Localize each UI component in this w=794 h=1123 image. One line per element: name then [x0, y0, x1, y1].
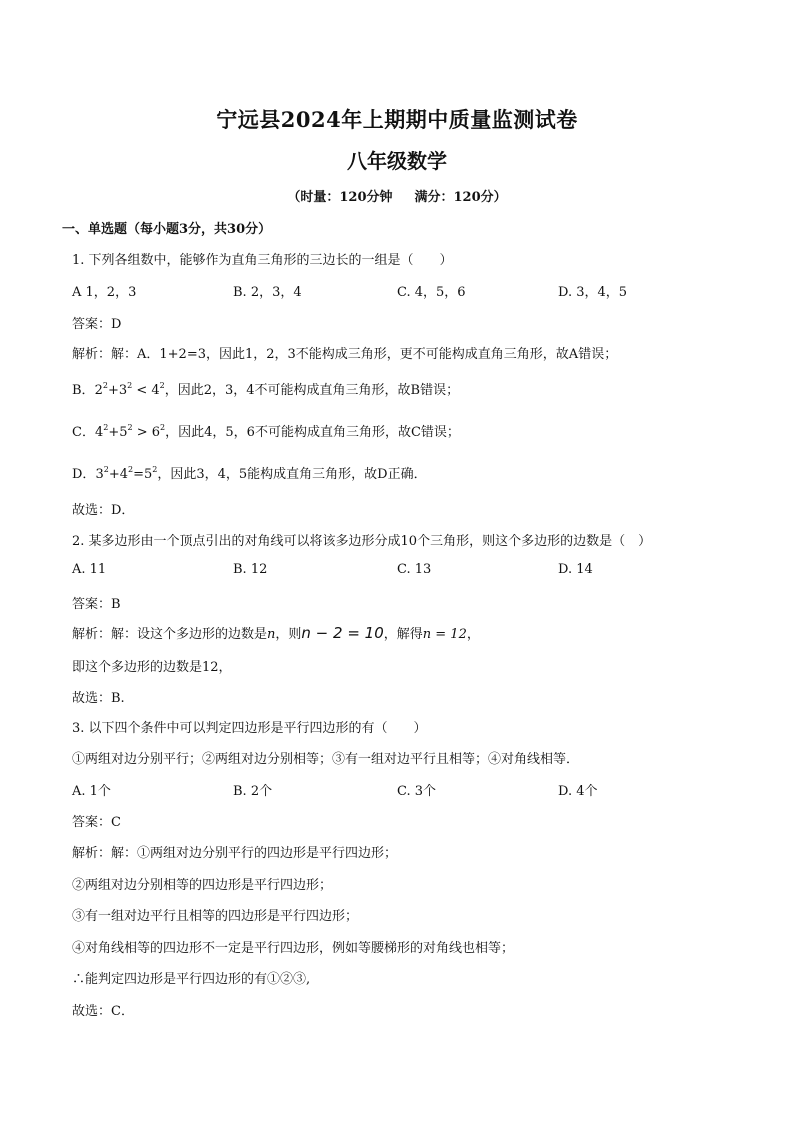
page-title: 宁远县2024年上期期中质量监测试卷	[216, 107, 578, 132]
exam-info	[0, 186, 794, 205]
q3-option-a: A. 1个	[72, 784, 111, 799]
q3-option-c: C. 3个	[397, 784, 437, 799]
q2-analysis: 解析：解：设这个多边形的边数是n，则n − 2 = 10，解得n = 12，	[72, 624, 480, 642]
q2-answer: 答案：B	[72, 597, 121, 612]
q3-analysis-3: ③有一组对边平行且相等的四边形是平行四边形；	[72, 909, 359, 924]
q3-options	[72, 780, 732, 798]
q2-option-c: C. 13	[397, 562, 432, 577]
q3-answer: 答案：C	[72, 815, 121, 830]
q3-option-b: B. 2个	[233, 784, 273, 799]
q1-conclusion: 故选：D．	[72, 503, 135, 518]
q2-options	[72, 562, 732, 580]
q1-option-a: A 1，2，3	[72, 285, 137, 300]
q1-option-b: B. 2，3，4	[233, 285, 302, 300]
q2-analysis-line2: 即这个多边形的边数是12，	[72, 660, 232, 675]
section-heading: 一、单选题（每小题3分，共30分）	[62, 222, 272, 237]
q1-option-d: D. 3，4，5	[558, 285, 628, 300]
q1-stem: 1. 下列各组数中，能够作为直角三角形的三边长的一组是（ ）	[72, 253, 453, 268]
q3-conditions: ①两组对边分别平行；②两组对边分别相等；③有一组对边平行且相等；④对角线相等．	[72, 752, 580, 767]
q3-analysis-1: 解析：解：①两组对边分别平行的四边形是平行四边形；	[72, 846, 398, 861]
q3-analysis-5: ∴能判定四边形是平行四边形的有①②③,	[72, 972, 311, 987]
q2-option-b: B. 12	[233, 562, 268, 577]
q1-option-c: C. 4，5，6	[397, 285, 466, 300]
q1-formula-c: $4^2+5^2 > 6^2$	[94, 423, 166, 440]
q3-analysis-4: ④对角线相等的四边形不一定是平行四边形，例如等腰梯形的对角线也相等；	[72, 941, 515, 956]
q2-option-d: D. 14	[558, 562, 593, 577]
q1-options	[72, 281, 732, 299]
q3-stem: 3. 以下四个条件中可以判定四边形是平行四边形的有（ ）	[72, 721, 427, 736]
q1-analysis-d: D．$3^2+4^2=5^2$，因此3，4，5能构成直角三角形，故D正确．	[72, 465, 427, 482]
q2-solution: n = 12	[422, 627, 467, 642]
q1-analysis-c: C．$4^2+5^2 > 6^2$，因此4，5，6不可能构成直角三角形，故C错误；	[72, 423, 460, 440]
q2-conclusion: 故选：B.	[72, 691, 125, 706]
q2-option-a: A. 11	[72, 562, 107, 577]
q1-answer: 答案：D	[72, 317, 122, 332]
q3-analysis-2: ②两组对边分别相等的四边形是平行四边形；	[72, 878, 333, 893]
q2-stem: 2. 某多边形由一个顶点引出的对角线可以将该多边形分成10个三角形，则这个多边形的边数是（ ）	[72, 534, 652, 549]
q2-equation: n − 2 = 10	[301, 624, 384, 642]
q3-conclusion: 故选：C．	[72, 1004, 134, 1019]
q2-var-n: n	[267, 627, 276, 642]
q3-option-d: D. 4个	[558, 784, 598, 799]
q1-analysis-b: B．$2^2+3^2 < 4^2$，因此2，3，4不可能构成直角三角形，故B错误；	[72, 381, 460, 398]
exam-time: （时量：120分钟	[287, 190, 393, 205]
exam-score: 满分：120分）	[414, 190, 507, 205]
q1-analysis-a: 解析：解：A．1+2=3，因此1，2，3不能构成三角形，更不可能构成直角三角形，故A错误；	[72, 347, 618, 362]
q1-formula-d: $3^2+4^2=5^2$	[95, 465, 158, 482]
q1-formula-b: $2^2+3^2 < 4^2$	[94, 381, 165, 398]
page-subtitle: 八年级数学	[347, 149, 447, 173]
